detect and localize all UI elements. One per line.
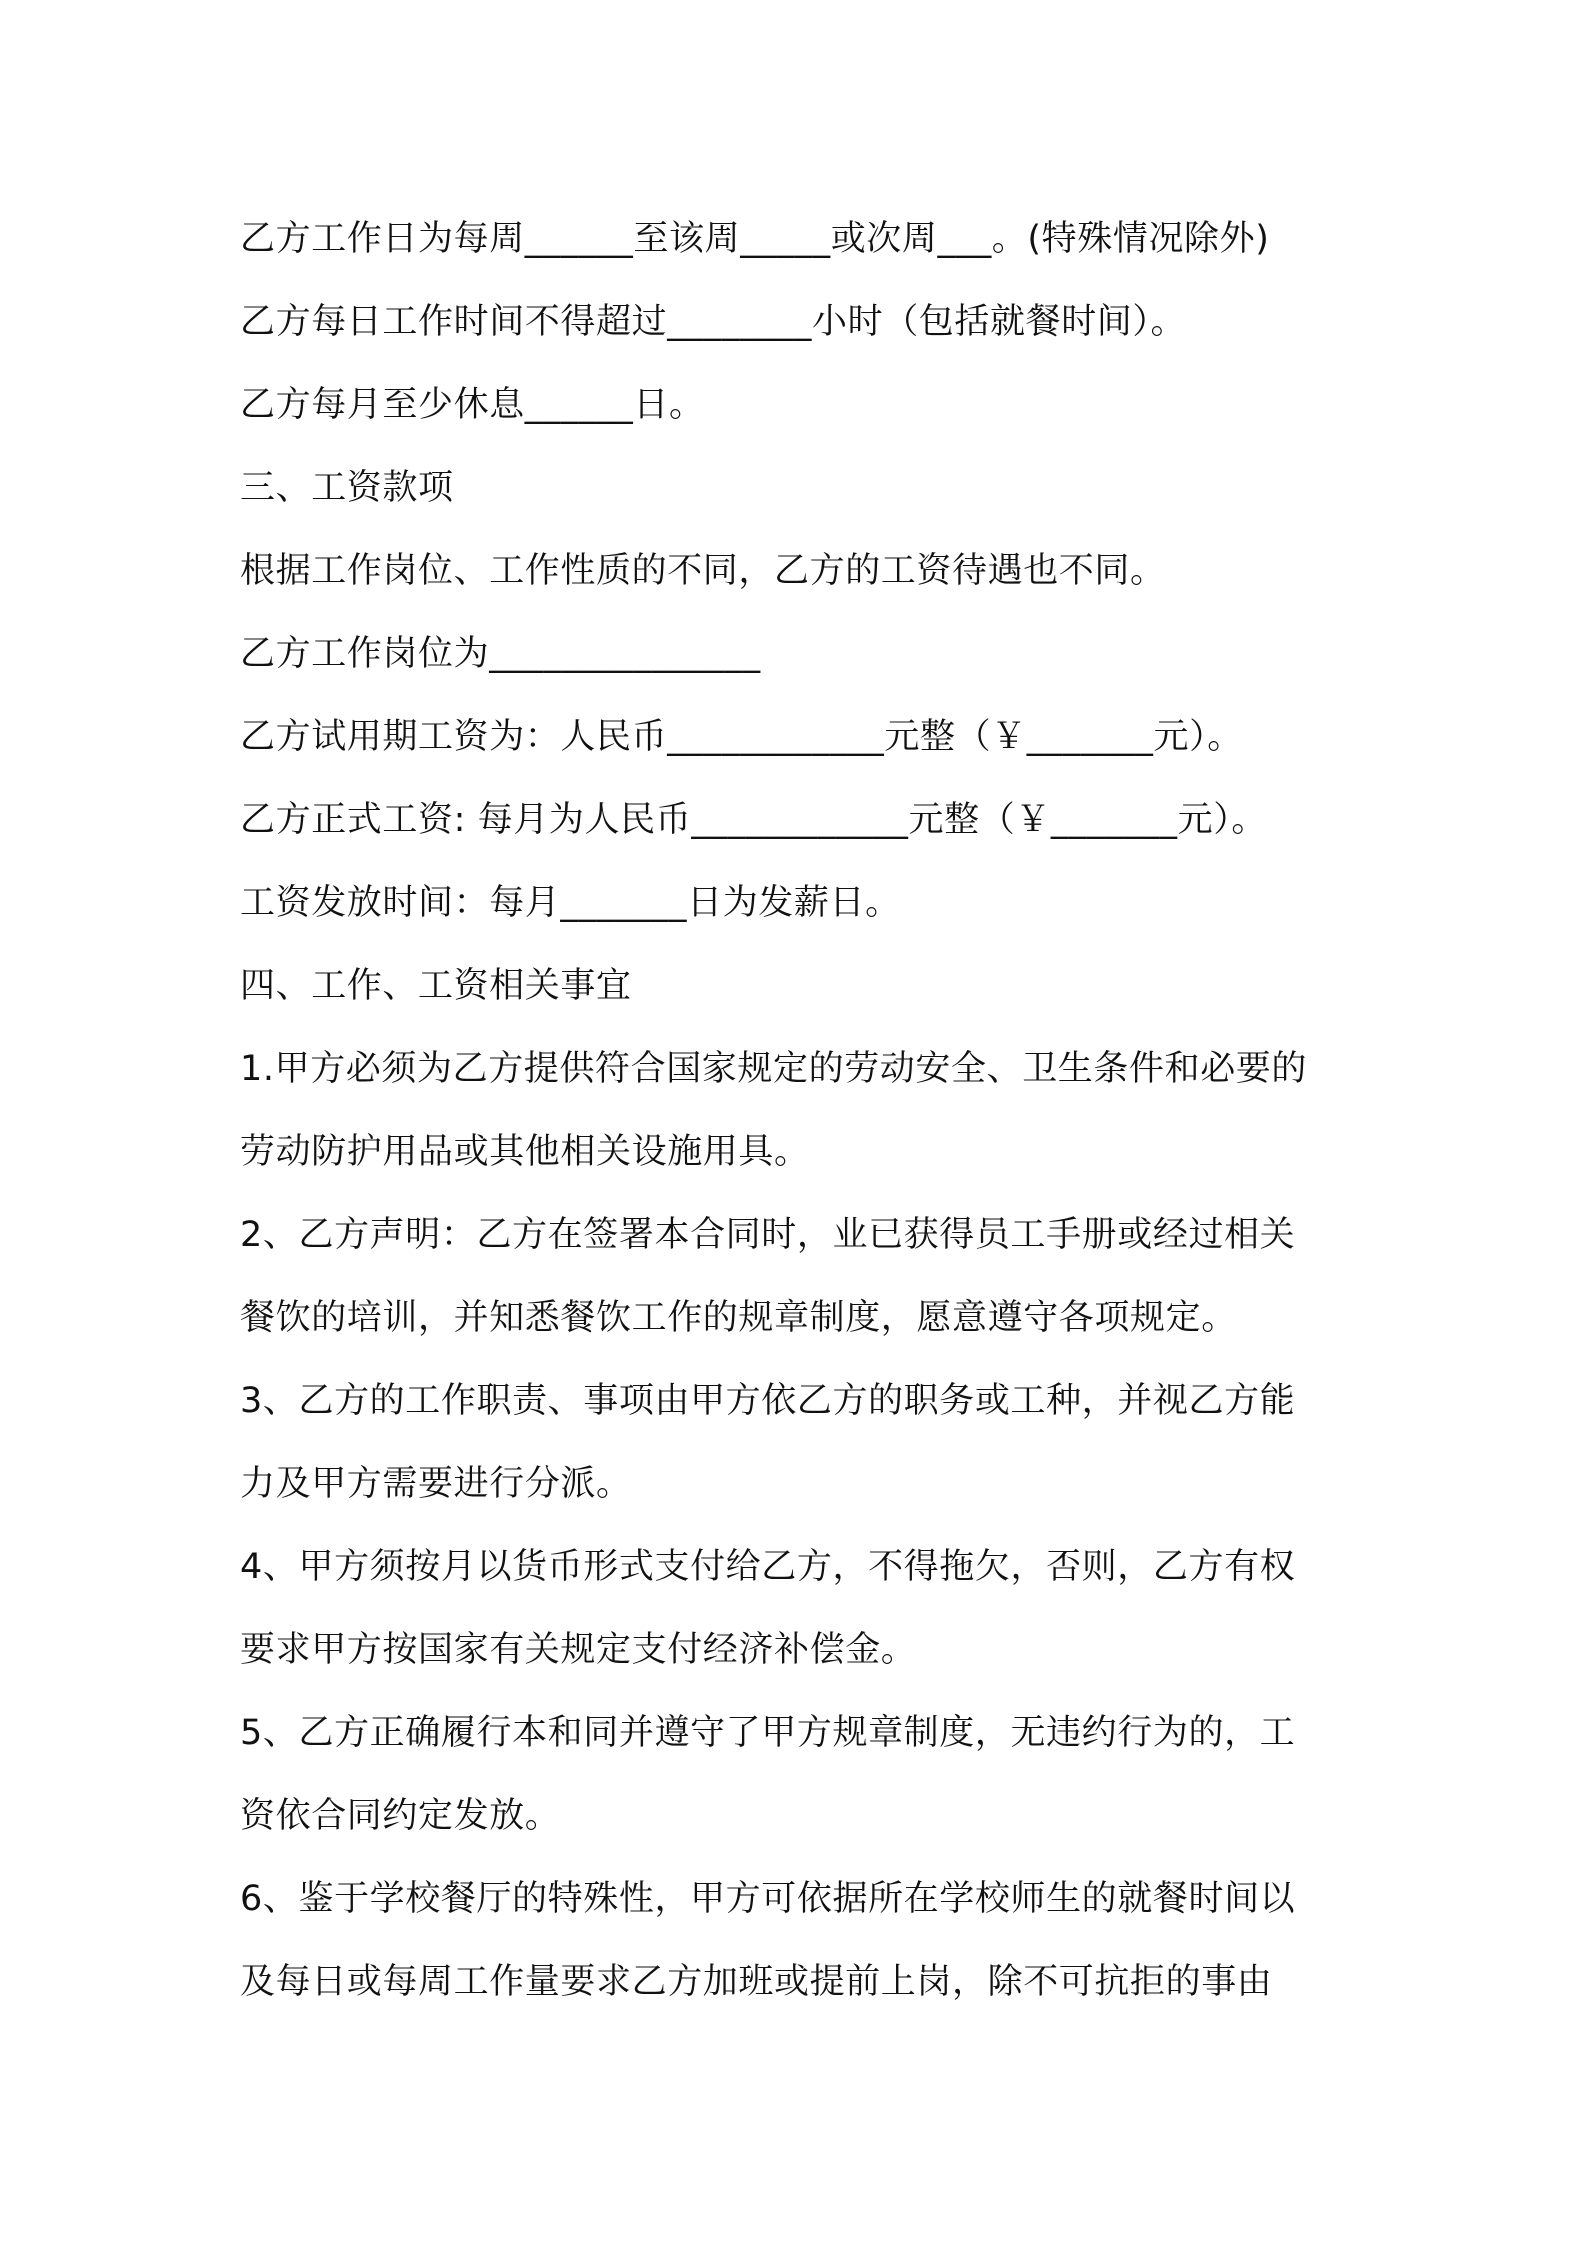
section-heading-work-matters: 四、工作、工资相关事宜 — [240, 966, 632, 1006]
clause-3-line-1: 3、乙方的工作职责、事项由甲方依乙方的职务或工种，并视乙方能 — [240, 1381, 1296, 1421]
clause-1-line-2: 劳动防护用品或其他相关设施用具。 — [240, 1132, 810, 1172]
clause-6-line-1: 6、鉴于学校餐厅的特殊性，甲方可依据所在学校师生的就餐时间以 — [240, 1879, 1296, 1919]
text-line-probation-salary: 乙方试用期工资为：人民币____________元整（￥_______元）。 — [240, 717, 1243, 757]
text-line-payday: 工资发放时间：每月_______日为发薪日。 — [240, 883, 901, 923]
document-page — [240, 198, 1360, 2024]
text-line-salary-intro: 根据工作岗位、工作性质的不同，乙方的工资待遇也不同。 — [240, 551, 1166, 591]
clause-6-line-2: 及每日或每周工作量要求乙方加班或提前上岗，除不可抗拒的事由 — [240, 1962, 1273, 2002]
text-line-monthly-rest: 乙方每月至少休息______日。 — [240, 385, 705, 425]
text-line-daily-hours: 乙方每日工作时间不得超过________小时（包括就餐时间）。 — [240, 302, 1187, 342]
text-line-position: 乙方工作岗位为_______________ — [240, 634, 761, 674]
clause-5-line-1: 5、乙方正确履行本和同并遵守了甲方规章制度，无违约行为的，工 — [240, 1713, 1296, 1753]
text-line-work-days: 乙方工作日为每周______至该周_____或次周___。(特殊情况除外) — [240, 219, 1270, 259]
text-line-formal-salary: 乙方正式工资: 每月为人民币____________元整（￥_______元）。 — [240, 800, 1267, 840]
clause-5-line-2: 资依合同约定发放。 — [240, 1796, 561, 1836]
clause-2-line-1: 2、乙方声明：乙方在签署本合同时，业已获得员工手册或经过相关 — [240, 1215, 1296, 1255]
clause-3-line-2: 力及甲方需要进行分派。 — [240, 1464, 632, 1504]
clause-4-line-1: 4、甲方须按月以货币形式支付给乙方，不得拖欠，否则，乙方有权 — [240, 1547, 1296, 1587]
clause-2-line-2: 餐饮的培训，并知悉餐饮工作的规章制度，愿意遵守各项规定。 — [240, 1298, 1237, 1338]
clause-1-line-1: 1.甲方必须为乙方提供符合国家规定的劳动安全、卫生条件和必要的 — [240, 1049, 1307, 1089]
clause-4-line-2: 要求甲方按国家有关规定支付经济补偿金。 — [240, 1630, 917, 1670]
section-heading-salary: 三、工资款项 — [240, 468, 454, 508]
